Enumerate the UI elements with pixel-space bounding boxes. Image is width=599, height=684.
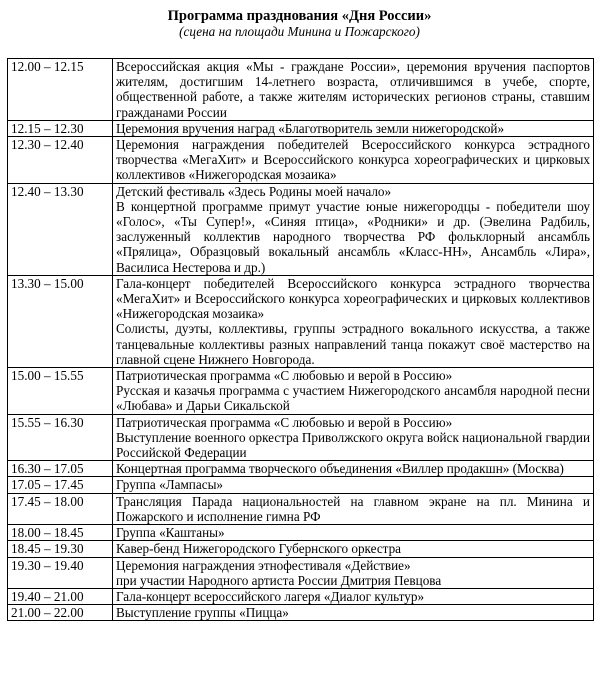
description-cell <box>113 477 594 493</box>
time-cell: 18.45 – 19.30 <box>8 541 113 557</box>
time-cell: 19.30 – 19.40 <box>8 557 113 588</box>
description-cell <box>113 493 594 524</box>
description-line: Группа «Каштаны» <box>116 525 225 541</box>
description-line: Детский фестиваль «Здесь Родины моей начало» <box>116 183 392 199</box>
program-table-body <box>8 59 594 621</box>
description-cell <box>113 414 594 461</box>
description-line: Церемония награждения победителей Всероссийского конкурса эстрадного творчества «МегаХит» и Всероссийского конкурса хореографических и цирковых коллективов «Нижегородская мозаика» <box>116 137 590 183</box>
page-title: Программа празднования «Дня России» <box>167 8 432 24</box>
table-row <box>8 588 594 604</box>
time-cell: 12.00 – 12.15 <box>8 59 113 121</box>
description-line: В концертной программе примут участие юные нижегородцы - победители шоу «Голос», «Ты Супер!», «Синяя птица», «Родники» и др. (Эвелина Радбиль, заслуженный коллектив народного творчества РФ фольклорный ансамбль «Прялица», Образцовый вокальный ансамбль «Класс-НН», Ансамбль «Лира», Василиса Нестерова и др.) <box>116 198 590 275</box>
table-row <box>8 120 594 136</box>
table-row <box>8 477 594 493</box>
table-row <box>8 525 594 541</box>
description-cell <box>113 461 594 477</box>
description-line: Солисты, дуэты, коллективы, группы эстрадного вокального искусства, а также танцевальные коллективы разных направлений танца покажут своё мастерство на главной сцене Нижнего Новгорода. <box>116 321 590 367</box>
time-cell: 15.55 – 16.30 <box>8 414 113 461</box>
description-cell <box>113 183 594 275</box>
description-line: Патриотическая программа «С любовью и верой в Россию» <box>116 414 453 430</box>
table-row <box>8 368 594 415</box>
description-cell <box>113 120 594 136</box>
description-cell <box>113 275 594 367</box>
time-cell: 17.05 – 17.45 <box>8 477 113 493</box>
description-line: Всероссийская акция «Мы - граждане России», церемония вручения паспортов жителям, достигшим 14-летнего возраста, отличившимся в учебе, спорте, общественной работе, а также жителям исторических регионов страны, ставшим гражданами России <box>116 59 590 120</box>
description-cell <box>113 368 594 415</box>
description-line: Выступление военного оркестра Приволжского округа войск национальной гвардии Российской Федерации <box>116 429 590 461</box>
time-cell: 19.40 – 21.00 <box>8 588 113 604</box>
description-line: Гала-концерт победителей Всероссийского конкурса эстрадного творчества «МегаХит» и Всероссийского конкурса хореографических и цирковых коллективов «Нижегородская мозаика» <box>116 275 590 322</box>
time-cell: 12.40 – 13.30 <box>8 183 113 275</box>
time-cell: 21.00 – 22.00 <box>8 605 113 621</box>
time-cell: 15.00 – 15.55 <box>8 368 113 415</box>
page-subtitle: (сцена на площади Минина и Пожарского) <box>179 24 420 39</box>
time-cell: 12.15 – 12.30 <box>8 120 113 136</box>
description-line: Группа «Лампасы» <box>116 477 224 493</box>
description-cell <box>113 588 594 604</box>
program-table <box>7 58 594 621</box>
time-cell: 17.45 – 18.00 <box>8 493 113 524</box>
table-row <box>8 183 594 275</box>
time-cell: 18.00 – 18.45 <box>8 525 113 541</box>
description-line: Церемония награждения этнофестиваля «Действие» <box>116 557 411 573</box>
description-line: при участии Народного артиста России Дмитрия Певцова <box>116 572 442 588</box>
time-cell: 13.30 – 15.00 <box>8 275 113 367</box>
description-line: Выступление группы «Пицца» <box>116 605 289 621</box>
table-row <box>8 493 594 524</box>
table-row <box>8 461 594 477</box>
table-row <box>8 275 594 367</box>
description-cell <box>113 59 594 121</box>
time-cell: 12.30 – 12.40 <box>8 137 113 184</box>
description-cell <box>113 605 594 621</box>
description-line: Гала-концерт всероссийского лагеря «Диалог культур» <box>116 588 425 604</box>
description-line: Концертная программа творческого объединения «Виллер продакшн» (Москва) <box>116 461 564 477</box>
table-row <box>8 137 594 184</box>
description-cell <box>113 137 594 184</box>
table-row <box>8 557 594 588</box>
time-cell: 16.30 – 17.05 <box>8 461 113 477</box>
description-cell <box>113 541 594 557</box>
description-line: Русская и казачья программа с участием Нижегородского ансамбля народной песни «Любава» и Дарьи Сикальской <box>116 383 590 414</box>
description-line: Кавер-бенд Нижегородского Губернского оркестра <box>116 541 402 557</box>
table-row <box>8 605 594 621</box>
description-line: Патриотическая программа «С любовью и верой в Россию» <box>116 368 453 384</box>
table-row <box>8 414 594 461</box>
description-cell <box>113 557 594 588</box>
table-row <box>8 541 594 557</box>
description-line: Трансляция Парада национальностей на главном экране на пл. Минина и Пожарского и исполнение гимна РФ <box>116 493 590 524</box>
description-line: Церемония вручения наград «Благотворитель земли нижегородской» <box>116 120 505 136</box>
description-cell <box>113 525 594 541</box>
table-row <box>8 59 594 121</box>
